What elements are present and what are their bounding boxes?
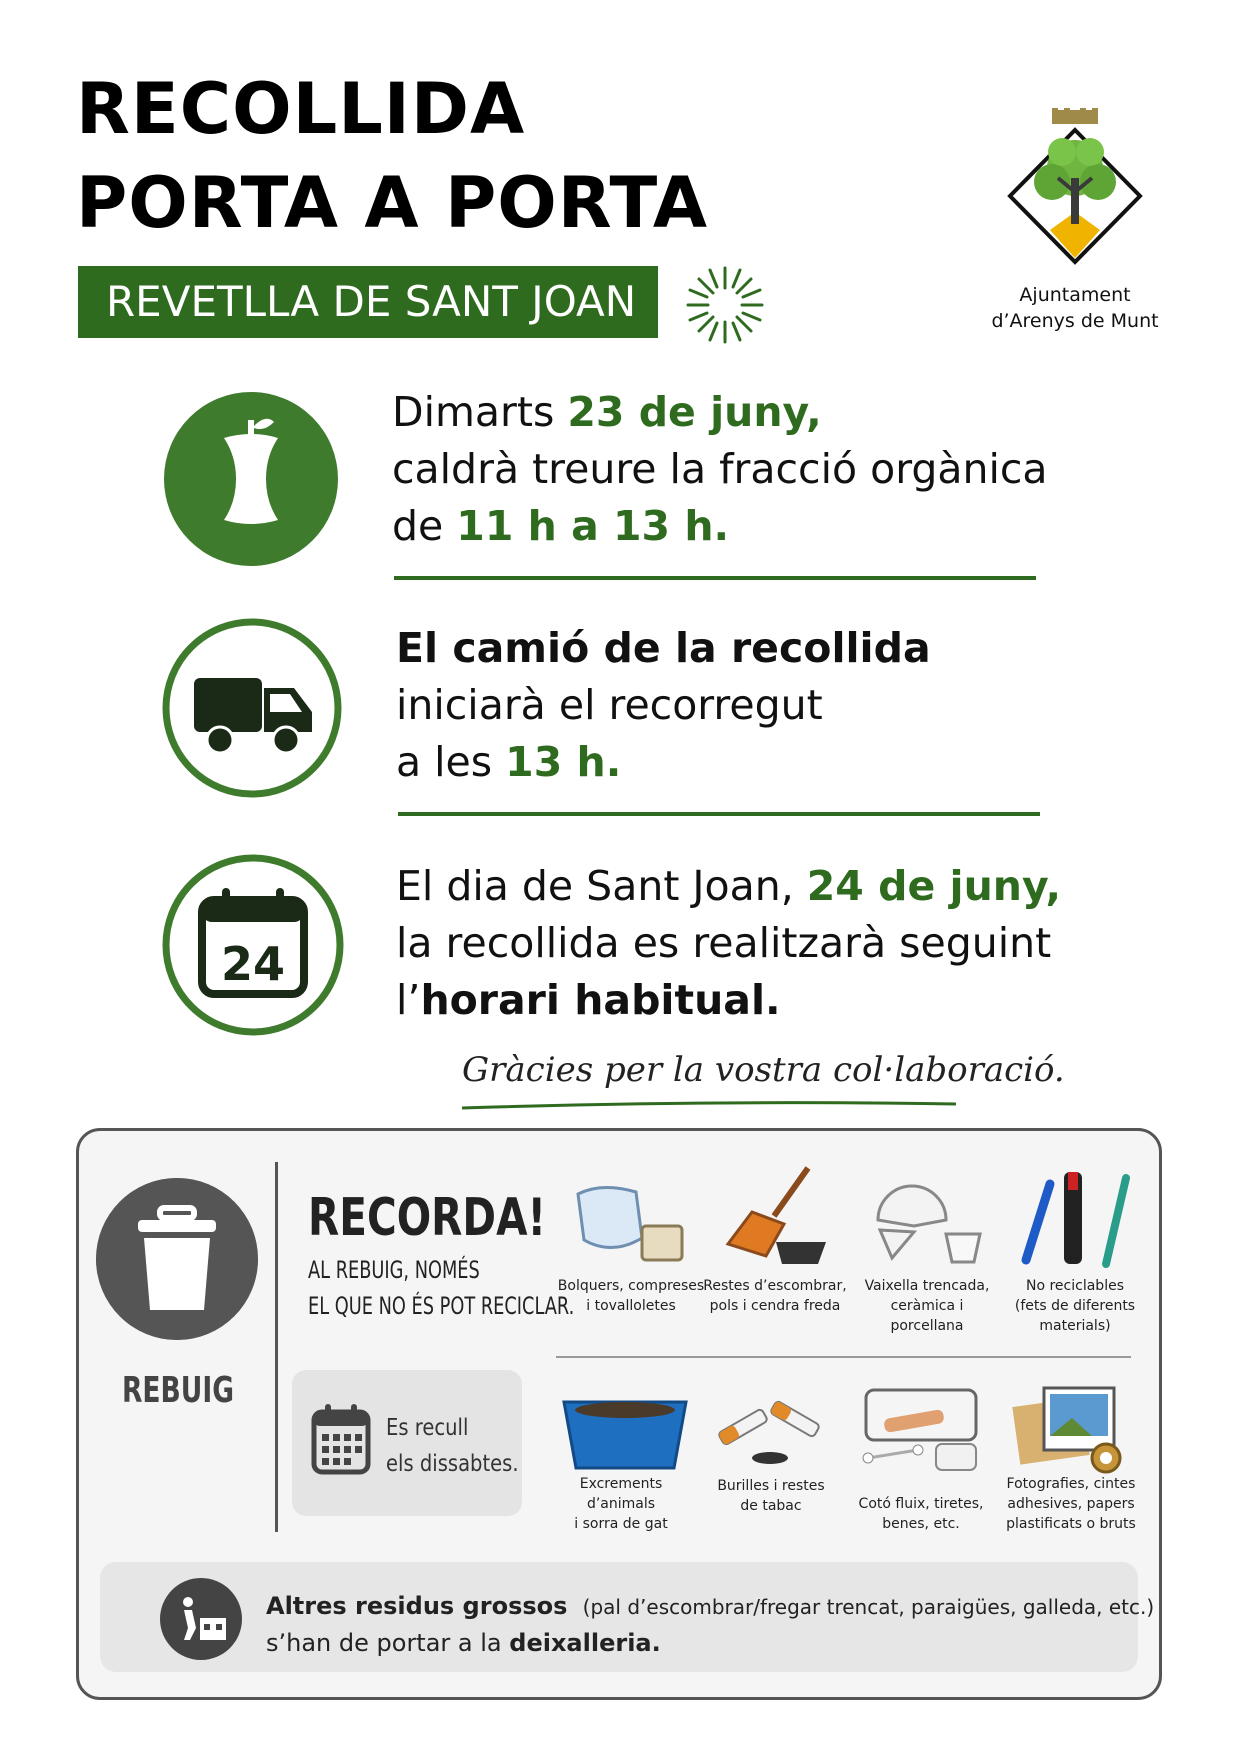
item-caption-non-recyclable (1000, 1276, 1150, 1336)
item8-l2: adhesives, papers (1007, 1496, 1135, 1512)
item2-l1: Restes d’escombrar, (703, 1278, 847, 1294)
info1-line2: caldrà treure la fracció orgànica (392, 445, 1048, 493)
item6-l2: de tabac (740, 1498, 802, 1514)
diaper-icon (572, 1174, 692, 1266)
apple-core-icon (162, 390, 340, 568)
rebuig-label: REBUIG (121, 1370, 235, 1411)
item-caption-diapers (556, 1276, 706, 1316)
broom-dustpan-icon (722, 1164, 832, 1268)
item7-l2: benes, etc. (882, 1516, 960, 1532)
item2-l2: pols i cendra freda (709, 1298, 841, 1314)
info2-line2: iniciarà el recorregut (396, 681, 823, 729)
item5-l2: d’animals (586, 1496, 656, 1512)
calendar-icon (160, 852, 346, 1038)
info3-date: 24 de juny, (806, 862, 1062, 910)
litter-box-icon (560, 1384, 690, 1474)
title-line-2: PORTA A PORTA (76, 162, 709, 244)
info2-line1: El camió de la recollida (396, 624, 931, 672)
trash-bin-icon (96, 1178, 258, 1340)
info2-pre3: a les (396, 738, 506, 786)
item8-l1: Fotografies, cintes (1006, 1476, 1136, 1492)
item8-l3: plastificats o bruts (1006, 1516, 1136, 1532)
info1-text: Dimarts (392, 388, 568, 436)
info-organic (392, 384, 1048, 555)
logo-line-1: Ajuntament (1019, 284, 1131, 306)
panel-divider-vertical (275, 1162, 278, 1532)
item4-l2: (fets de diferents (1014, 1298, 1136, 1314)
item1-l2: i tovalloletes (586, 1298, 676, 1314)
info3-line2: la recollida es realitzarà seguint (396, 919, 1052, 967)
recorda-subtitle (308, 1252, 574, 1324)
info3-pre1: El dia de Sant Joan, (396, 862, 807, 910)
title-line-1: RECOLLIDA (76, 68, 526, 150)
info1-pre3: de (392, 502, 457, 550)
photos-tape-icon (1012, 1380, 1132, 1476)
item1-l1: Bolquers, compreses (557, 1278, 705, 1294)
page-title (76, 62, 708, 250)
schedule-line2: els dissabtes. (386, 1451, 519, 1477)
item-caption-animal-waste (546, 1474, 696, 1534)
bulky-waste-text (266, 1588, 1154, 1661)
schedule-calendar-icon (310, 1402, 372, 1478)
recorda-sub-line2: EL QUE NO ÉS POT RECICLAR. (308, 1292, 575, 1320)
item-caption-crockery (852, 1276, 1002, 1336)
item-caption-tobacco (696, 1476, 846, 1516)
thanks-message: Gràcies per la vostra col·laboració. (462, 1050, 1065, 1090)
bulky-deixalleria: deixalleria. (509, 1629, 661, 1657)
cigarette-butts-icon (710, 1390, 830, 1470)
item7-l1: Cotó fluix, tiretes, (858, 1496, 984, 1512)
item5-l3: i sorra de gat (574, 1516, 668, 1532)
item-caption-photos (996, 1474, 1146, 1534)
item6-l1: Burilles i restes (717, 1478, 825, 1494)
recycling-point-icon (160, 1578, 242, 1660)
info1-date: 23 de juny (567, 388, 807, 436)
info2-time: 13 h. (505, 738, 622, 786)
item5-l1: Excrements (579, 1476, 663, 1492)
item3-l2: ceràmica i porcellana (890, 1298, 964, 1334)
item-caption-sweepings (700, 1276, 850, 1316)
cotton-bandages-icon (858, 1380, 988, 1476)
thanks-underline (460, 1098, 960, 1112)
item4-l3: materials) (1039, 1318, 1111, 1334)
info3-pre3: l’ (396, 976, 421, 1024)
logo-line-2: d’Arenys de Munt (991, 310, 1159, 332)
truck-icon (160, 616, 344, 800)
schedule-line1: Es recull (386, 1415, 469, 1441)
panel-divider-horizontal (556, 1356, 1131, 1358)
mixed-materials-icon (1010, 1164, 1140, 1272)
calendar-day: 24 (220, 937, 286, 991)
info-sant-joan (396, 858, 1061, 1029)
logo-caption (975, 282, 1175, 334)
info3-bold: horari habitual. (420, 976, 781, 1024)
info1-time: 11 h a 13 h. (456, 502, 730, 550)
broken-dishes-icon (870, 1176, 990, 1268)
firework-icon (680, 260, 770, 350)
schedule-text (386, 1410, 519, 1482)
bulky-bold: Altres residus grossos (266, 1592, 568, 1620)
bulky-examples: (pal d’escombrar/fregar trencat, paraigües, galleda, etc.) (582, 1595, 1155, 1619)
recorda-sub-line1: AL REBUIG, NOMÉS (308, 1256, 480, 1284)
coat-of-arms-logo (1000, 108, 1150, 283)
item3-l1: Vaixella trencada, (864, 1278, 990, 1294)
recorda-heading: RECORDA! (308, 1188, 546, 1248)
bulky-line2: s’han de portar a la (266, 1629, 510, 1657)
item-caption-cotton (846, 1494, 996, 1534)
item4-l1: No reciclables (1026, 1278, 1124, 1294)
divider-2 (398, 812, 1040, 816)
event-banner: REVETLLA DE SANT JOAN (78, 266, 658, 338)
info1-comma: , (806, 388, 822, 436)
divider-1 (394, 576, 1036, 580)
info-truck (396, 620, 931, 791)
